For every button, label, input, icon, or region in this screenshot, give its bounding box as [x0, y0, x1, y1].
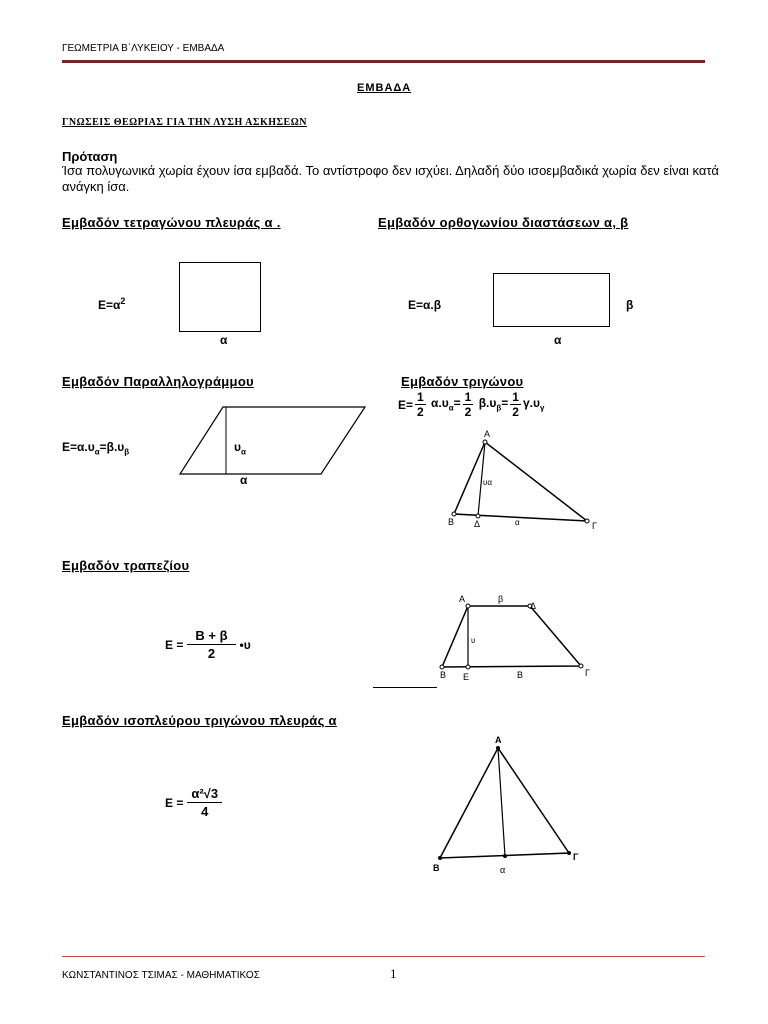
triangle-label-g: Γ [592, 521, 597, 531]
proposition-text: Ίσα πολυγωνικά χωρία έχουν ίσα εμβαδά. Το αντίστροφο δεν ισχύει. Δηλαδή δύο ισοεμβαδικά χωρία δεν είναι κατά ανάγκη ίσα. [62, 163, 719, 194]
equilateral-point-b [438, 856, 442, 860]
triangle-label-b: Β [448, 517, 455, 527]
trapezoid-label-b: Β [440, 670, 447, 680]
rectangle-shape [493, 273, 610, 327]
trapezoid-label-a: Α [459, 594, 466, 604]
equilateral-label-b: Β [433, 863, 440, 873]
trapezoid-point-b [440, 665, 444, 669]
triangle-outline [454, 442, 587, 521]
trapezoid-formula: Ε = $\frac{B + \beta}{2}$ •υ [165, 628, 251, 661]
square-side-label: α [220, 333, 228, 347]
triangle-formula: Ε= $\frac{1}{2}$ $\alpha.\upsilon_\alpha=$ $\frac{1}{2}$ $\beta.\upsilon_\beta=$ $\frac{1}{2}$ $\gamma.\upsilon_\gamma$ [398, 390, 545, 419]
trapezoid-label-height: υ [471, 636, 476, 645]
triangle-point-a [483, 440, 487, 444]
trapezoid-heading: Εμβαδόν τραπεζίου [62, 558, 190, 573]
equilateral-point-g [567, 851, 571, 855]
page-subtitle: ΓΝΩΣΕΙΣ ΘΕΩΡΙΑΣ ΓΙΑ ΤΗΝ ΛΥΣΗ ΑΣΚΗΣΕΩΝ [62, 117, 307, 128]
equilateral-point-mid [503, 854, 507, 858]
equilateral-figure [428, 730, 588, 880]
triangle-point-d [476, 514, 480, 518]
proposition-heading: Πρόταση [62, 149, 118, 164]
equilateral-median-line [498, 748, 505, 856]
triangle-label-height: υα [483, 478, 492, 487]
parallelogram-heading: Εμβαδόν Παραλληλογράμμου [62, 374, 254, 389]
page-title: ΕΜΒΑΔΑ [357, 82, 412, 94]
triangle-point-g [585, 519, 589, 523]
equilateral-heading: Εμβαδόν ισοπλεύρου τριγώνου πλευράς α [62, 713, 337, 728]
trapezoid-point-g [579, 664, 583, 668]
equilateral-label-g: Γ [573, 852, 579, 862]
page-header: ΓΕΩΜΕΤΡΙΑ Β΄ΛΥΚΕΙΟΥ - ΕΜΒΑΔΑ [62, 43, 225, 54]
trapezoid-label-big-base: Β [517, 670, 524, 680]
triangle-point-b [452, 512, 456, 516]
rectangle-height-label: β [626, 298, 634, 312]
trapezoid-figure [435, 590, 605, 685]
blank-underline [373, 687, 437, 688]
triangle-heading: Εμβαδόν τριγώνου [401, 374, 524, 389]
footer-author: ΚΩΝΣΤΑΝΤΙΝΟΣ ΤΣΙΜΑΣ - ΜΑΘΗΜΑΤΙΚΟΣ [62, 970, 260, 981]
equilateral-label-base: α [500, 865, 506, 875]
parallelogram-outline [180, 407, 365, 474]
rectangle-formula: Ε=α.β [408, 298, 442, 312]
triangle-label-a: Α [484, 429, 491, 439]
header-rule [62, 60, 705, 63]
triangle-figure [440, 425, 620, 535]
square-heading: Εμβαδόν τετραγώνου πλευράς α . [62, 215, 281, 230]
square-shape [179, 262, 261, 332]
trapezoid-label-small-base: β [498, 594, 504, 604]
triangle-label-d: Δ [474, 519, 481, 529]
parallelogram-figure [178, 405, 368, 477]
page-number: 1 [390, 966, 397, 981]
parallelogram-height-label: $\upsilon_\alpha$ [234, 440, 246, 457]
equilateral-point-a [496, 746, 500, 750]
trapezoid-label-e: Ε [463, 672, 470, 682]
trapezoid-label-d: Δ [530, 601, 537, 611]
footer-rule [62, 956, 705, 957]
parallelogram-base-label: α [240, 473, 248, 487]
trapezoid-point-a [466, 604, 470, 608]
rectangle-heading: Εμβαδόν ορθογωνίου διαστάσεων α, β [378, 215, 629, 230]
trapezoid-outline [442, 606, 581, 667]
equilateral-label-a: Α [495, 735, 502, 745]
equilateral-formula: Ε = $\frac{\text{α²√3}}{4}$ [165, 785, 222, 820]
rectangle-width-label: α [554, 333, 562, 347]
square-formula: $E=\alpha^2$ [98, 296, 126, 312]
trapezoid-point-e [466, 665, 470, 669]
trapezoid-label-g: Γ [585, 668, 590, 678]
parallelogram-formula: $E=\alpha.\upsilon_\alpha=\beta.\upsilon_\beta$ [62, 440, 130, 457]
triangle-label-base: α [515, 518, 520, 527]
